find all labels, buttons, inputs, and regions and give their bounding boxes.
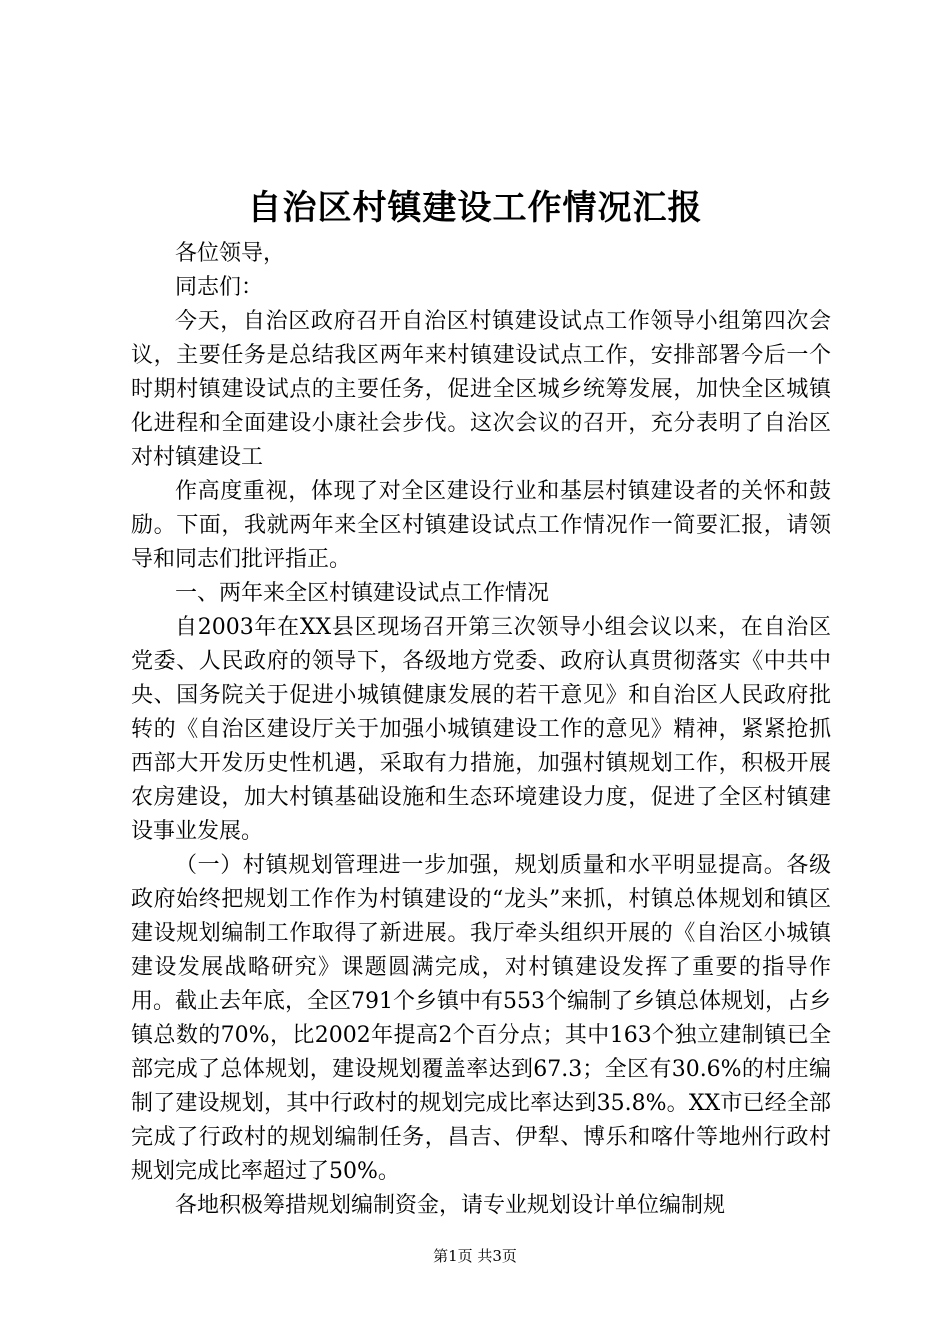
- paragraph-planning: （一）村镇规划管理进一步加强，规划质量和水平明显提高。各级政府始终把规划工作作为村镇建设的“龙头”来抓，村镇总体规划和镇区建设规划编制工作取得了新进展。我厅牵头组织开展的《自治区小城镇建设发展战略研究》课题圆满完成，对村镇建设发挥了重要的指导作用。截止去年底，全区791个乡镇中有553个编制了乡镇总体规划，占乡镇总数的70%，比2002年提高2个百分点；其中163个独立建制镇已全部完成了总体规划，建设规划覆盖率达到67.3；全区有30.6%的村庄编制了建设规划，其中行政村的规划完成比率达到35.8%。XX市已经全部完成了行政村的规划编制任务，昌吉、伊犁、博乐和喀什等地州行政村规划完成比率超过了50%。: [131, 853, 831, 1184]
- page-footer: 第1页 共3页: [433, 1247, 517, 1265]
- section-heading-1: 一、两年来全区村镇建设试点工作情况: [175, 581, 550, 606]
- paragraph-opening: 今天，自治区政府召开自治区村镇建设试点工作领导小组第四次会议，主要任务是总结我区两年来村镇建设试点工作，安排部署今后一个时期村镇建设试点的主要任务，促进全区城乡统筹发展，加快全区城镇化进程和全面建设小康社会步伐。这次会议的召开，充分表明了自治区对村镇建设工: [131, 309, 831, 470]
- paragraph-funding: 各地积极筹措规划编制资金，请专业规划设计单位编制规: [175, 1193, 726, 1218]
- document-title: 自治区村镇建设工作情况汇报: [247, 188, 703, 228]
- salutation-leaders: 各位领导，: [175, 241, 286, 266]
- salutation-comrades: 同志们：: [175, 275, 264, 300]
- document-body: [131, 237, 831, 1223]
- paragraph-overview: 自2003年在XX县区现场召开第三次领导小组会议以来，在自治区党委、人民政府的领导下，各级地方党委、政府认真贯彻落实《中共中央、国务院关于促进小城镇健康发展的若干意见》和自治区人民政府批转的《自治区建设厅关于加强小城镇建设工作的意见》精神，紧紧抢抓西部大开发历史性机遇，采取有力措施，加强村镇规划工作，积极开展农房建设，加大村镇基础设施和生态环境建设力度，促进了全区村镇建设事业发展。: [131, 615, 831, 844]
- paragraph-opening-continued: 作高度重视，体现了对全区建设行业和基层村镇建设者的关怀和鼓励。下面，我就两年来全区村镇建设试点工作情况作一简要汇报，请领导和同志们批评指正。: [131, 479, 831, 572]
